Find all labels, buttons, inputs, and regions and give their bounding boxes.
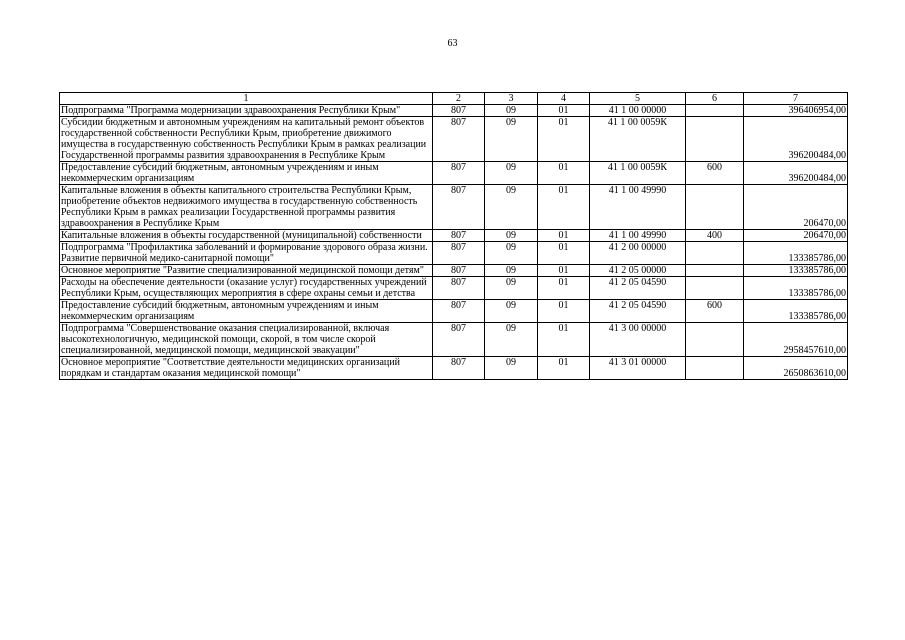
row-amount: 2650863610,00: [744, 357, 848, 380]
table-header: [60, 93, 848, 105]
row-section: 09: [485, 162, 538, 185]
row-admin-code: 807: [433, 242, 485, 265]
row-admin-code: 807: [433, 230, 485, 242]
row-subsection: 01: [538, 162, 590, 185]
row-subsection: 01: [538, 265, 590, 277]
row-admin-code: 807: [433, 300, 485, 323]
table-row: [60, 242, 848, 265]
row-description: Предоставление субсидий бюджетным, автономным учреждениям и иным некоммерческим организациям: [60, 300, 433, 323]
row-target-article: 41 2 05 00000: [590, 265, 686, 277]
row-description: Расходы на обеспечение деятельности (оказание услуг) государственных учреждений Республики Крым, осуществляющих мероприятия в сфере охраны семьи и детства: [60, 277, 433, 300]
table-row: [60, 230, 848, 242]
row-subsection: 01: [538, 242, 590, 265]
row-description: Субсидии бюджетным и автономным учреждениям на капитальный ремонт объектов государственной собственности Республики Крым, приобретение движимого имущества в государственную собственность Республики Крым в рамках реализации Государственной программы развития здравоохранения в Республике Крым: [60, 117, 433, 162]
table-row: [60, 277, 848, 300]
row-subsection: 01: [538, 357, 590, 380]
page-number: 63: [447, 38, 458, 49]
header-col-5: 5: [590, 93, 686, 105]
row-subsection: 01: [538, 105, 590, 117]
row-amount: 396200484,00: [744, 162, 848, 185]
row-amount: 396406954,00: [744, 105, 848, 117]
row-amount: 206470,00: [744, 230, 848, 242]
table-row: [60, 117, 848, 162]
table-row: [60, 265, 848, 277]
row-target-article: 41 1 00 0059К: [590, 117, 686, 162]
row-description: Капитальные вложения в объекты капитального строительства Республики Крым, приобретение объектов недвижимого имущества в государственную собственность Республики Крым в рамках реализации Государственной программы развития здравоохранения в Республике Крым: [60, 185, 433, 230]
table-body: [60, 105, 848, 380]
row-section: 09: [485, 185, 538, 230]
row-target-article: 41 2 05 04590: [590, 300, 686, 323]
row-target-article: 41 2 05 04590: [590, 277, 686, 300]
row-description: Капитальные вложения в объекты государственной (муниципальной) собственности: [60, 230, 433, 242]
row-description: Подпрограмма "Программа модернизации здравоохранения Республики Крым": [60, 105, 433, 117]
row-subsection: 01: [538, 230, 590, 242]
row-target-article: 41 1 00 00000: [590, 105, 686, 117]
row-amount: 133385786,00: [744, 277, 848, 300]
row-section: 09: [485, 323, 538, 357]
row-admin-code: 807: [433, 162, 485, 185]
row-subsection: 01: [538, 277, 590, 300]
row-amount: 133385786,00: [744, 300, 848, 323]
row-target-article: 41 1 00 49990: [590, 230, 686, 242]
row-description: Подпрограмма "Профилактика заболеваний и формирование здорового образа жизни. Развитие первичной медико-санитарной помощи": [60, 242, 433, 265]
row-subsection: 01: [538, 323, 590, 357]
row-admin-code: 807: [433, 357, 485, 380]
row-amount: 133385786,00: [744, 242, 848, 265]
header-col-6: 6: [686, 93, 744, 105]
row-admin-code: 807: [433, 117, 485, 162]
header-col-2: 2: [433, 93, 485, 105]
row-target-article: 41 3 01 00000: [590, 357, 686, 380]
row-admin-code: 807: [433, 323, 485, 357]
row-expense-type: [686, 242, 744, 265]
row-admin-code: 807: [433, 105, 485, 117]
row-admin-code: 807: [433, 265, 485, 277]
table-row: [60, 300, 848, 323]
row-expense-type: 600: [686, 300, 744, 323]
row-section: 09: [485, 300, 538, 323]
row-description: Предоставление субсидий бюджетным, автономным учреждениям и иным некоммерческим организациям: [60, 162, 433, 185]
budget-table: [59, 92, 848, 380]
row-section: 09: [485, 242, 538, 265]
row-expense-type: 400: [686, 230, 744, 242]
row-target-article: 41 1 00 49990: [590, 185, 686, 230]
row-section: 09: [485, 265, 538, 277]
row-expense-type: 600: [686, 162, 744, 185]
header-col-1: 1: [60, 93, 433, 105]
row-target-article: 41 2 00 00000: [590, 242, 686, 265]
row-section: 09: [485, 117, 538, 162]
row-target-article: 41 1 00 0059К: [590, 162, 686, 185]
row-expense-type: [686, 105, 744, 117]
row-amount: 206470,00: [744, 185, 848, 230]
row-expense-type: [686, 357, 744, 380]
row-subsection: 01: [538, 117, 590, 162]
row-subsection: 01: [538, 300, 590, 323]
table-row: [60, 323, 848, 357]
row-description: Подпрограмма "Совершенствование оказания специализированной, включая высокотехнологичную, медицинской помощи, скорой, в том числе скорой специализированной, медицинской помощи, медицинской эвакуации": [60, 323, 433, 357]
row-admin-code: 807: [433, 185, 485, 230]
table-row: [60, 357, 848, 380]
row-amount: 2958457610,00: [744, 323, 848, 357]
row-expense-type: [686, 117, 744, 162]
row-section: 09: [485, 230, 538, 242]
row-section: 09: [485, 277, 538, 300]
table-row: [60, 162, 848, 185]
row-expense-type: [686, 323, 744, 357]
row-expense-type: [686, 277, 744, 300]
row-description: Основное мероприятие "Соответствие деятельности медицинских организаций порядкам и стандартам оказания медицинской помощи": [60, 357, 433, 380]
table-row: [60, 105, 848, 117]
row-subsection: 01: [538, 185, 590, 230]
row-expense-type: [686, 185, 744, 230]
row-section: 09: [485, 105, 538, 117]
table-row: [60, 185, 848, 230]
row-admin-code: 807: [433, 277, 485, 300]
row-expense-type: [686, 265, 744, 277]
row-amount: 133385786,00: [744, 265, 848, 277]
header-col-4: 4: [538, 93, 590, 105]
row-target-article: 41 3 00 00000: [590, 323, 686, 357]
header-col-3: 3: [485, 93, 538, 105]
row-amount: 396200484,00: [744, 117, 848, 162]
header-row: [60, 93, 848, 105]
header-col-7: 7: [744, 93, 848, 105]
row-description: Основное мероприятие "Развитие специализированной медицинской помощи детям": [60, 265, 433, 277]
row-section: 09: [485, 357, 538, 380]
